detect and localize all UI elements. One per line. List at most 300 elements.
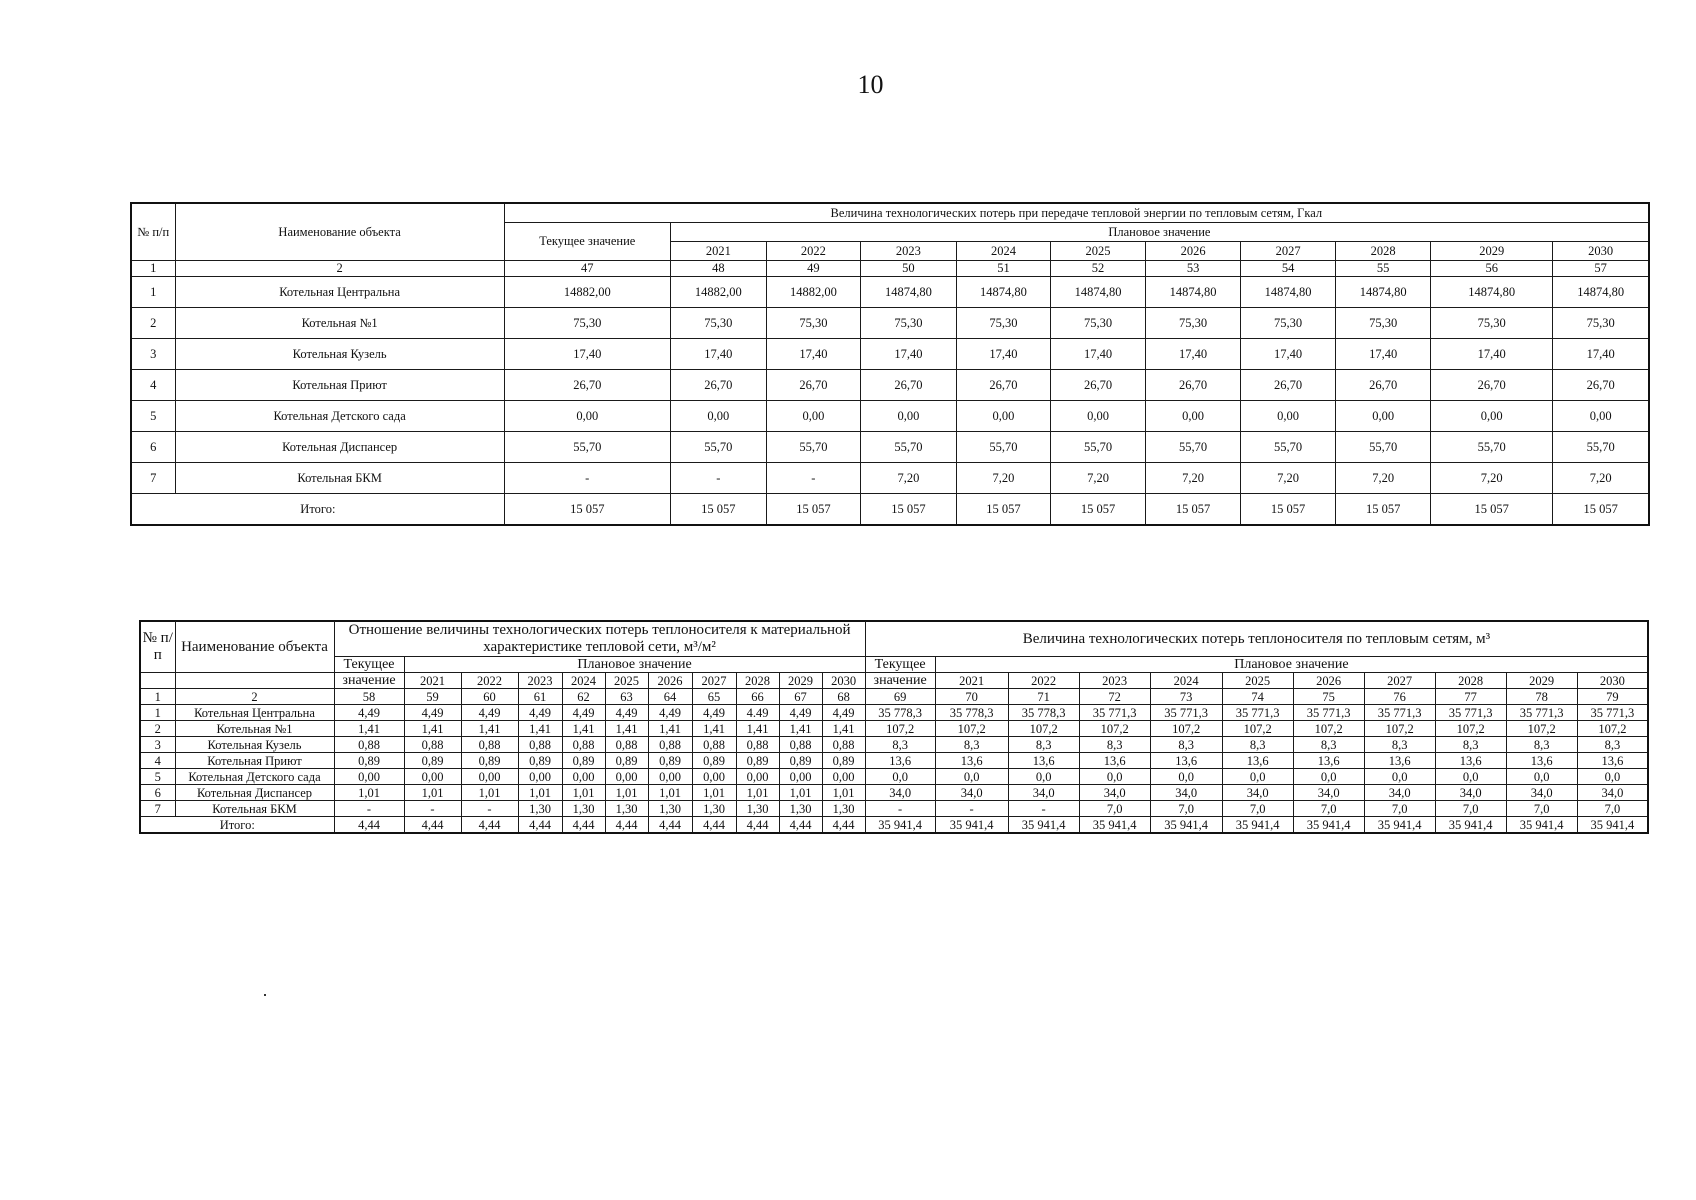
column-number: 73 [1150, 689, 1222, 705]
column-number: 64 [648, 689, 692, 705]
ratio-value: 0,00 [648, 769, 692, 785]
col-number-header: № п/п [140, 621, 175, 673]
loss-value: 35 778,3 [935, 705, 1008, 721]
ratio-value: 1,01 [518, 785, 562, 801]
plan-value: 7,20 [1146, 463, 1241, 494]
total-ratio-value: 4,44 [605, 817, 648, 834]
object-name: Котельная Кузель [175, 737, 334, 753]
year-header: 2030 [822, 673, 865, 689]
plan-value: 14874,80 [1051, 277, 1146, 308]
loss-value: 35 771,3 [1506, 705, 1577, 721]
loss-value: 7,0 [1079, 801, 1150, 817]
plan-value: 14874,80 [1336, 277, 1431, 308]
object-name: Котельная Детского сада [175, 401, 504, 432]
plan-value: 55,70 [860, 432, 956, 463]
total-plan-value: 15 057 [860, 494, 956, 526]
row-number: 4 [131, 370, 175, 401]
column-number: 61 [518, 689, 562, 705]
t2-body [140, 621, 1648, 833]
ratio-value: 0,88 [334, 737, 404, 753]
plan-value: 75,30 [766, 308, 860, 339]
group-title-header: Величина технологических потерь при передаче тепловой энергии по тепловым сетям, Гкал [504, 203, 1649, 223]
header-row [131, 203, 1649, 223]
loss-value: 35 771,3 [1079, 705, 1150, 721]
column-number: 79 [1577, 689, 1648, 705]
ratio-value: 4,49 [461, 705, 518, 721]
loss-value: - [865, 801, 935, 817]
plan-value: 17,40 [1431, 339, 1553, 370]
ratio-value: 1,41 [518, 721, 562, 737]
ratio-value: 1,41 [779, 721, 822, 737]
ratio-value: 0,00 [518, 769, 562, 785]
loss-value: 0,0 [1435, 769, 1506, 785]
loss-value: 13,6 [1577, 753, 1648, 769]
plan-value: 7,20 [1051, 463, 1146, 494]
ratio-value: 0,89 [779, 753, 822, 769]
year-header: 2029 [779, 673, 822, 689]
column-number: 58 [334, 689, 404, 705]
row-number: 7 [131, 463, 175, 494]
loss-value: 107,2 [1222, 721, 1293, 737]
object-name: Котельная Центральна [175, 277, 504, 308]
data-row [140, 753, 1648, 769]
column-number: 52 [1051, 261, 1146, 277]
ratio-value: 0,89 [692, 753, 736, 769]
year-header: 2030 [1553, 242, 1649, 261]
plan-value: 26,70 [956, 370, 1050, 401]
column-number: 55 [1336, 261, 1431, 277]
col-name-header: Наименование объекта [175, 621, 334, 673]
total-loss-value: 35 941,4 [1293, 817, 1364, 834]
plan-value: 14874,80 [1146, 277, 1241, 308]
loss-value: 8,3 [1222, 737, 1293, 753]
ratio-value: 0,00 [736, 769, 779, 785]
ratio-value: 4,49 [605, 705, 648, 721]
column-number: 71 [1008, 689, 1079, 705]
row-number: 6 [131, 432, 175, 463]
ratio-value: 1,41 [404, 721, 461, 737]
plan-value: 75,30 [670, 308, 766, 339]
loss-value: 7,0 [1435, 801, 1506, 817]
column-numbers-row [131, 261, 1649, 277]
column-number: 2 [175, 261, 504, 277]
loss-value: 107,2 [1506, 721, 1577, 737]
ratio-value: 1,30 [518, 801, 562, 817]
ratio-value: 1,30 [779, 801, 822, 817]
plan-value: 14874,80 [1553, 277, 1649, 308]
total-loss-value: 35 941,4 [1008, 817, 1079, 834]
ratio-value: 1,41 [334, 721, 404, 737]
ratio-value: 1,01 [605, 785, 648, 801]
loss-value: 0,0 [1008, 769, 1079, 785]
year-header: 2023 [518, 673, 562, 689]
plan-value: 26,70 [1553, 370, 1649, 401]
ratio-value: 0,89 [605, 753, 648, 769]
total-ratio-value: 4,44 [822, 817, 865, 834]
data-row [131, 463, 1649, 494]
ratio-value: 0,00 [822, 769, 865, 785]
column-number: 50 [860, 261, 956, 277]
plan-value: 17,40 [1241, 339, 1336, 370]
loss-value: 34,0 [935, 785, 1008, 801]
ratio-value: 0,89 [736, 753, 779, 769]
plan-value: 0,00 [670, 401, 766, 432]
loss-value: 13,6 [935, 753, 1008, 769]
column-number: 65 [692, 689, 736, 705]
ratio-value: 0,89 [334, 753, 404, 769]
ratio-value: 1,41 [605, 721, 648, 737]
plan-value: 55,70 [1146, 432, 1241, 463]
loss-value: 8,3 [1293, 737, 1364, 753]
year-header: 2030 [1577, 673, 1648, 689]
loss-value: 8,3 [865, 737, 935, 753]
ratio-value: 0,88 [518, 737, 562, 753]
ratio-value: 0,00 [779, 769, 822, 785]
loss-value: 7,0 [1150, 801, 1222, 817]
loss-value: 35 771,3 [1577, 705, 1648, 721]
loss-value: 34,0 [1293, 785, 1364, 801]
ratio-value: 0,88 [605, 737, 648, 753]
total-plan-value: 15 057 [1553, 494, 1649, 526]
current-value: - [504, 463, 670, 494]
total-loss-value: 35 941,4 [1506, 817, 1577, 834]
t1-body [131, 203, 1649, 525]
plan-value: 75,30 [1336, 308, 1431, 339]
ratio-value: 0,89 [822, 753, 865, 769]
year-header: 2028 [1435, 673, 1506, 689]
col-name-header: Наименование объекта [175, 203, 504, 261]
loss-value: 35 771,3 [1364, 705, 1435, 721]
plan-value: 0,00 [1051, 401, 1146, 432]
column-number: 59 [404, 689, 461, 705]
year-header: 2027 [1364, 673, 1435, 689]
data-row [131, 308, 1649, 339]
plan-value: 26,70 [1051, 370, 1146, 401]
loss-value: 35 778,3 [865, 705, 935, 721]
total-row [131, 494, 1649, 526]
plan-value: 55,70 [766, 432, 860, 463]
loss-value: 13,6 [1506, 753, 1577, 769]
loss-value: 35 771,3 [1222, 705, 1293, 721]
loss-value: 8,3 [1577, 737, 1648, 753]
plan-value: 17,40 [1146, 339, 1241, 370]
year-header: 2021 [404, 673, 461, 689]
loss-value: 107,2 [1008, 721, 1079, 737]
year-header: 2024 [956, 242, 1050, 261]
plan-value: 0,00 [956, 401, 1050, 432]
loss-value: 35 771,3 [1435, 705, 1506, 721]
loss-value: 7,0 [1293, 801, 1364, 817]
empty-cell [140, 673, 175, 689]
column-number: 48 [670, 261, 766, 277]
loss-value: 34,0 [1364, 785, 1435, 801]
loss-value: 8,3 [935, 737, 1008, 753]
ratio-value: 1,41 [736, 721, 779, 737]
year-header: 2028 [736, 673, 779, 689]
row-number: 4 [140, 753, 175, 769]
ratio-value: 1,01 [779, 785, 822, 801]
column-number: 67 [779, 689, 822, 705]
total-ratio-value: 4,44 [736, 817, 779, 834]
scan-speck [264, 994, 266, 996]
current-value-header: Текущее значение [504, 223, 670, 261]
loss-value: 13,6 [1293, 753, 1364, 769]
plan-value: 26,70 [1336, 370, 1431, 401]
plan-value: 55,70 [670, 432, 766, 463]
loss-value: 13,6 [1364, 753, 1435, 769]
header-row [140, 673, 1648, 689]
object-name: Котельная БКМ [175, 801, 334, 817]
year-header: 2027 [692, 673, 736, 689]
row-number: 7 [140, 801, 175, 817]
total-ratio-value: 4,44 [461, 817, 518, 834]
year-header: 2024 [1150, 673, 1222, 689]
plan-value: 55,70 [1336, 432, 1431, 463]
plan-value: 14874,80 [1241, 277, 1336, 308]
column-number: 62 [562, 689, 605, 705]
loss-value: 0,0 [1293, 769, 1364, 785]
page-number: 10 [857, 70, 884, 99]
total-plan-value: 15 057 [1241, 494, 1336, 526]
plan-value: 0,00 [1553, 401, 1649, 432]
ratio-value: 0,88 [822, 737, 865, 753]
total-label: Итого: [140, 817, 334, 834]
ratio-value: 1,01 [334, 785, 404, 801]
ratio-value: - [404, 801, 461, 817]
plan-value: 26,70 [1241, 370, 1336, 401]
loss-value: 13,6 [1008, 753, 1079, 769]
loss-value: 13,6 [1435, 753, 1506, 769]
plan-value: 26,70 [766, 370, 860, 401]
plan-value: 17,40 [860, 339, 956, 370]
object-name: Котельная Приют [175, 753, 334, 769]
total-loss-value: 35 941,4 [1364, 817, 1435, 834]
data-row [131, 277, 1649, 308]
plan-value: 26,70 [1431, 370, 1553, 401]
year-header: 2021 [935, 673, 1008, 689]
object-name: Котельная Диспансер [175, 785, 334, 801]
data-row [140, 769, 1648, 785]
current-value: 26,70 [504, 370, 670, 401]
ratio-value: 1,01 [822, 785, 865, 801]
loss-value: 8,3 [1435, 737, 1506, 753]
data-row [131, 370, 1649, 401]
loss-value: 8,3 [1008, 737, 1079, 753]
column-number: 63 [605, 689, 648, 705]
year-header: 2029 [1506, 673, 1577, 689]
loss-value: 35 778,3 [1008, 705, 1079, 721]
ratio-value: 0,00 [404, 769, 461, 785]
ratio-group-header: Отношение величины технологических потерь теплоносителя к материальной характеристике тепловой сети, м³/м² [334, 621, 865, 657]
loss-value: 34,0 [1008, 785, 1079, 801]
row-number: 2 [140, 721, 175, 737]
plan-value: 75,30 [1553, 308, 1649, 339]
ratio-value: 0,89 [404, 753, 461, 769]
total-plan-value: 15 057 [1336, 494, 1431, 526]
plan-value: 75,30 [1241, 308, 1336, 339]
loss-value: 8,3 [1079, 737, 1150, 753]
loss-value: 107,2 [1435, 721, 1506, 737]
empty-cell [175, 673, 334, 689]
column-number: 1 [140, 689, 175, 705]
plan-value: 26,70 [670, 370, 766, 401]
ratio-value: 1,01 [562, 785, 605, 801]
total-ratio-value: 4,44 [648, 817, 692, 834]
loss-value: 7,0 [1577, 801, 1648, 817]
loss-value: 13,6 [1079, 753, 1150, 769]
column-number: 56 [1431, 261, 1553, 277]
plan-value: 55,70 [1241, 432, 1336, 463]
ratio-value: 0,88 [779, 737, 822, 753]
col-number-header: № п/п [131, 203, 175, 261]
ratio-value: 4,49 [404, 705, 461, 721]
loss-value: 0,0 [1364, 769, 1435, 785]
plan-value: 17,40 [956, 339, 1050, 370]
ratio-value: 1,30 [736, 801, 779, 817]
plan-value: 75,30 [1146, 308, 1241, 339]
current-value: 55,70 [504, 432, 670, 463]
year-header: 2025 [1051, 242, 1146, 261]
loss-value: 8,3 [1150, 737, 1222, 753]
loss-group-header: Величина технологических потерь теплоносителя по тепловым сетям, м³ [865, 621, 1648, 657]
total-plan-value: 15 057 [956, 494, 1050, 526]
loss-value: 0,0 [1150, 769, 1222, 785]
year-header: 2025 [605, 673, 648, 689]
ratio-value: - [461, 801, 518, 817]
ratio-value: 1,30 [648, 801, 692, 817]
object-name: Котельная Кузель [175, 339, 504, 370]
loss-value: 0,0 [935, 769, 1008, 785]
column-number: 1 [131, 261, 175, 277]
total-ratio-value: 4,44 [692, 817, 736, 834]
data-row [131, 401, 1649, 432]
coolant-losses-table [139, 620, 1649, 834]
plan-value: 17,40 [670, 339, 766, 370]
loss-value: 107,2 [865, 721, 935, 737]
column-number: 70 [935, 689, 1008, 705]
plan-value: 75,30 [1431, 308, 1553, 339]
total-ratio-value: 4,44 [404, 817, 461, 834]
object-name: Котельная №1 [175, 721, 334, 737]
column-number: 60 [461, 689, 518, 705]
loss-value: 0,0 [865, 769, 935, 785]
year-header: 2026 [1146, 242, 1241, 261]
row-number: 2 [131, 308, 175, 339]
plan-value: 55,70 [956, 432, 1050, 463]
object-name: Котельная БКМ [175, 463, 504, 494]
object-name: Котельная Центральна [175, 705, 334, 721]
loss-value: 34,0 [1079, 785, 1150, 801]
column-number: 76 [1364, 689, 1435, 705]
plan-value: 55,70 [1553, 432, 1649, 463]
plan-value: 14874,80 [1431, 277, 1553, 308]
year-header: 2029 [1431, 242, 1553, 261]
ratio-value: 0,88 [736, 737, 779, 753]
ratio-value: 0,88 [562, 737, 605, 753]
column-number: 51 [956, 261, 1050, 277]
ratio-value: 0,88 [461, 737, 518, 753]
data-row [140, 785, 1648, 801]
row-number: 6 [140, 785, 175, 801]
year-header: 2022 [766, 242, 860, 261]
plan-value: 0,00 [1146, 401, 1241, 432]
ratio-value: 0,00 [461, 769, 518, 785]
loss-value: 34,0 [1577, 785, 1648, 801]
plan-value: 7,20 [1241, 463, 1336, 494]
ratio-value: 1,30 [692, 801, 736, 817]
year-header: 2025 [1222, 673, 1293, 689]
column-number: 78 [1506, 689, 1577, 705]
row-number: 1 [140, 705, 175, 721]
plan-header: Плановое значение [404, 657, 865, 673]
ratio-value: 0,00 [562, 769, 605, 785]
ratio-value: 4,49 [334, 705, 404, 721]
loss-value: 7,0 [1222, 801, 1293, 817]
total-loss-value: 35 941,4 [1222, 817, 1293, 834]
loss-value: 34,0 [1222, 785, 1293, 801]
loss-value: 107,2 [1079, 721, 1150, 737]
plan-value: 7,20 [860, 463, 956, 494]
plan-value: - [670, 463, 766, 494]
ratio-value: 4,49 [518, 705, 562, 721]
year-header: 2023 [1079, 673, 1150, 689]
plan-value: 7,20 [1553, 463, 1649, 494]
ratio-value: 1,30 [562, 801, 605, 817]
total-plan-value: 15 057 [1146, 494, 1241, 526]
ratio-value: 1,41 [822, 721, 865, 737]
total-ratio-value: 4,44 [779, 817, 822, 834]
column-number: 47 [504, 261, 670, 277]
plan-value: 75,30 [956, 308, 1050, 339]
row-number: 5 [131, 401, 175, 432]
plan-value: 17,40 [1553, 339, 1649, 370]
current-value: 17,40 [504, 339, 670, 370]
row-number: 3 [131, 339, 175, 370]
data-row [140, 801, 1648, 817]
current-header: значение [865, 673, 935, 689]
loss-value: 34,0 [1435, 785, 1506, 801]
plan-value: 75,30 [1051, 308, 1146, 339]
total-plan-value: 15 057 [670, 494, 766, 526]
data-row [131, 432, 1649, 463]
ratio-value: 1,01 [648, 785, 692, 801]
loss-value: 0,0 [1577, 769, 1648, 785]
plan-value: 0,00 [1336, 401, 1431, 432]
plan-value: 26,70 [860, 370, 956, 401]
total-loss-value: 35 941,4 [1079, 817, 1150, 834]
column-number: 72 [1079, 689, 1150, 705]
loss-value: 35 771,3 [1293, 705, 1364, 721]
column-number: 69 [865, 689, 935, 705]
current-value: 0,00 [504, 401, 670, 432]
plan-value: 0,00 [860, 401, 956, 432]
object-name: Котельная №1 [175, 308, 504, 339]
plan-value: 14874,80 [860, 277, 956, 308]
plan-value: 0,00 [766, 401, 860, 432]
loss-value: 34,0 [1150, 785, 1222, 801]
column-number: 66 [736, 689, 779, 705]
ratio-value: 4.49 [736, 705, 779, 721]
total-loss-value: 35 941,4 [1577, 817, 1648, 834]
year-header: 2026 [1293, 673, 1364, 689]
plan-value: 7,20 [1431, 463, 1553, 494]
total-current: 15 057 [504, 494, 670, 526]
column-number: 2 [175, 689, 334, 705]
current-header: Текущее [865, 657, 935, 673]
loss-value: 107,2 [1364, 721, 1435, 737]
total-plan-value: 15 057 [1431, 494, 1553, 526]
plan-value: 14882,00 [670, 277, 766, 308]
